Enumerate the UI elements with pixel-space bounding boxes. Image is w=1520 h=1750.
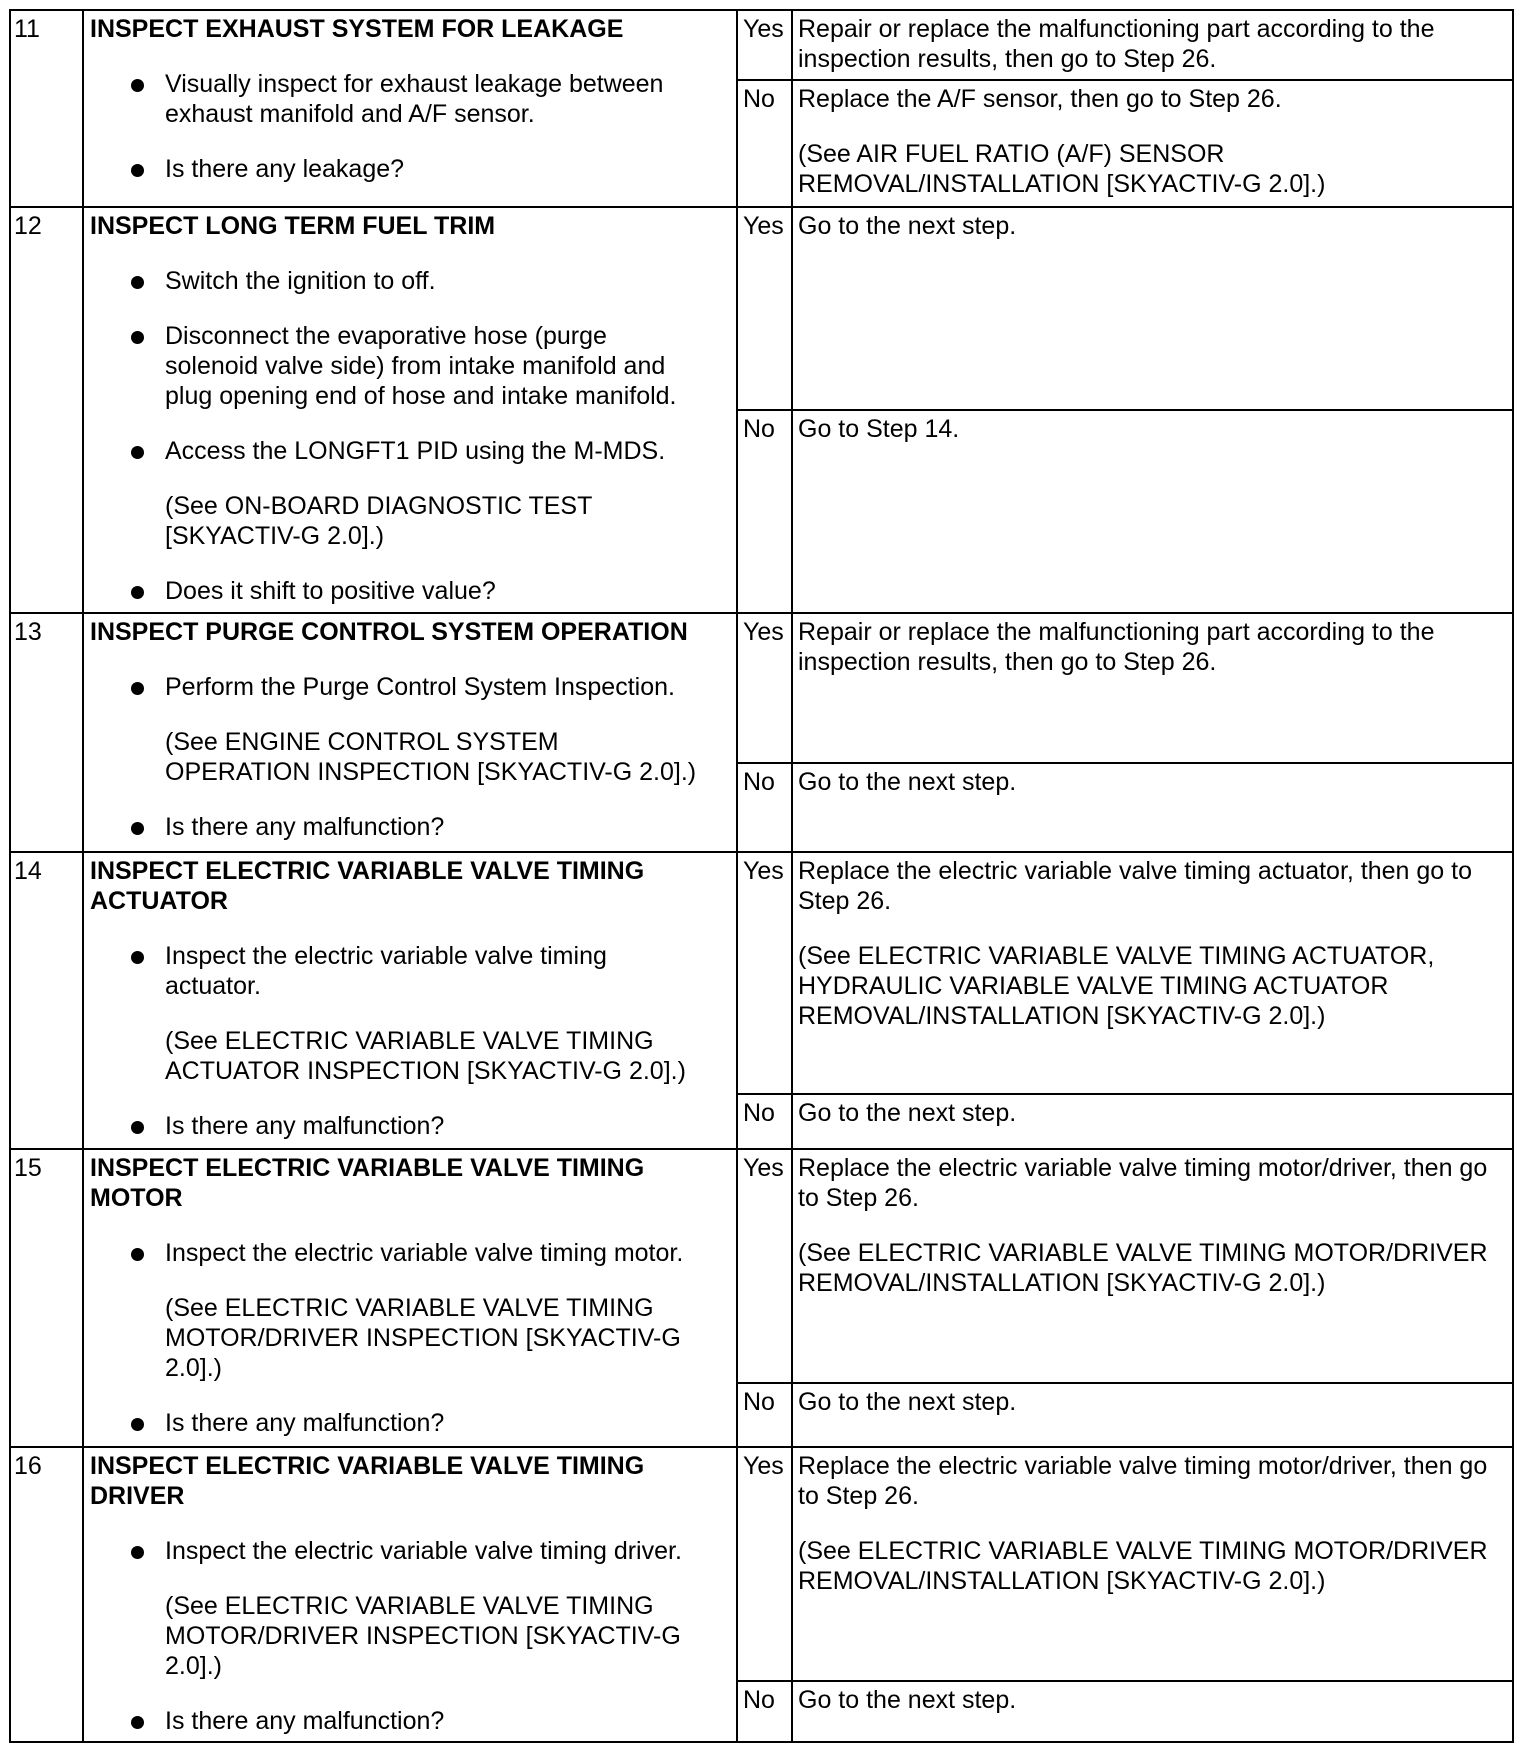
bullet-icon bbox=[131, 1546, 144, 1559]
bullet-icon bbox=[131, 682, 144, 695]
no-label-cell bbox=[738, 1682, 791, 1741]
bullet-text: Visually inspect for exhaust leakage between exhaust manifold and A/F sensor. bbox=[165, 70, 664, 128]
inspection-cell bbox=[84, 1448, 736, 1741]
bullet-icon bbox=[131, 586, 144, 599]
step-title: INSPECT LONG TERM FUEL TRIM bbox=[90, 212, 496, 240]
yes-label: Yes bbox=[743, 1452, 784, 1480]
no-label-cell bbox=[738, 411, 791, 612]
yes-label: Yes bbox=[743, 618, 784, 646]
inspection-cell bbox=[84, 614, 736, 851]
no-label-cell bbox=[738, 1384, 791, 1446]
bullet-icon bbox=[131, 1248, 144, 1261]
no-action-cell bbox=[793, 81, 1512, 206]
yes-action-cell bbox=[793, 1448, 1512, 1680]
bullet-icon bbox=[131, 1418, 144, 1431]
bullet-text: Is there any malfunction? bbox=[165, 1409, 445, 1437]
bullet-item bbox=[165, 941, 732, 1001]
yes-label: Yes bbox=[743, 857, 784, 885]
bullet-text: Inspect the electric variable valve timing driver. bbox=[165, 1537, 682, 1565]
yes-label-cell bbox=[738, 614, 791, 762]
step-number-cell bbox=[11, 853, 82, 1148]
bullet-icon bbox=[131, 446, 144, 459]
bullet-item bbox=[165, 1111, 732, 1141]
step-number: 16 bbox=[14, 1452, 42, 1480]
action-text: Repair or replace the malfunctioning part according to the inspection results, then go to Step 26. bbox=[798, 15, 1435, 73]
yes-label: Yes bbox=[743, 212, 784, 240]
reference-note bbox=[165, 1026, 732, 1086]
no-action-cell bbox=[793, 411, 1512, 612]
yes-label-cell bbox=[738, 853, 791, 1093]
step-title: INSPECT ELECTRIC VARIABLE VALVE TIMING MOTOR bbox=[90, 1154, 645, 1212]
action-text: Go to the next step. bbox=[798, 212, 1017, 240]
inspection-cell bbox=[84, 208, 736, 612]
bullet-text: Inspect the electric variable valve timing motor. bbox=[165, 1239, 684, 1267]
no-action-cell bbox=[793, 764, 1512, 851]
action-text: Go to the next step. bbox=[798, 1099, 1017, 1127]
bullet-icon bbox=[131, 331, 144, 344]
bullet-item bbox=[165, 321, 732, 411]
action-text: Replace the A/F sensor, then go to Step 26. bbox=[798, 85, 1282, 113]
yes-label-cell bbox=[738, 208, 791, 409]
step-number-cell bbox=[11, 614, 82, 851]
step-number: 11 bbox=[14, 15, 40, 43]
step-number: 13 bbox=[14, 618, 42, 646]
action-text: Replace the electric variable valve timing actuator, then go to Step 26. bbox=[798, 857, 1472, 915]
diagnostic-procedure-table bbox=[9, 9, 1514, 1743]
no-label: No bbox=[743, 1388, 775, 1416]
reference-note: (See ELECTRIC VARIABLE VALVE TIMING ACTUATOR, HYDRAULIC VARIABLE VALVE TIMING ACTUATOR REMOVAL/INSTALLATION [SKYACTIV-G 2.0].) bbox=[798, 942, 1435, 1030]
step-title: INSPECT ELECTRIC VARIABLE VALVE TIMING ACTUATOR bbox=[90, 857, 645, 915]
no-action-cell bbox=[793, 1095, 1512, 1148]
inspection-cell bbox=[84, 1150, 736, 1446]
yes-action-cell bbox=[793, 11, 1512, 79]
bullet-item bbox=[165, 69, 732, 129]
bullet-icon bbox=[131, 822, 144, 835]
action-text: Go to the next step. bbox=[798, 768, 1017, 796]
yes-action-cell bbox=[793, 614, 1512, 762]
bullet-item bbox=[165, 1706, 732, 1736]
bullet-icon bbox=[131, 1716, 144, 1729]
bullet-icon bbox=[131, 79, 144, 92]
yes-action-cell bbox=[793, 1150, 1512, 1382]
bullet-item bbox=[165, 154, 732, 184]
no-label: No bbox=[743, 85, 775, 113]
reference-note-text: (See ELECTRIC VARIABLE VALVE TIMING MOTOR/DRIVER INSPECTION [SKYACTIV-G 2.0].) bbox=[165, 1592, 681, 1680]
no-label-cell bbox=[738, 1095, 791, 1148]
no-label-cell bbox=[738, 81, 791, 206]
yes-label: Yes bbox=[743, 1154, 784, 1182]
no-label: No bbox=[743, 768, 775, 796]
bullet-icon bbox=[131, 276, 144, 289]
bullet-icon bbox=[131, 1121, 144, 1134]
action-text: Replace the electric variable valve timing motor/driver, then go to Step 26. bbox=[798, 1154, 1488, 1212]
reference-note-text: (See ELECTRIC VARIABLE VALVE TIMING MOTOR/DRIVER INSPECTION [SKYACTIV-G 2.0].) bbox=[165, 1294, 681, 1382]
step-number-cell bbox=[11, 1150, 82, 1446]
bullet-text: Perform the Purge Control System Inspection. bbox=[165, 673, 675, 701]
action-text: Repair or replace the malfunctioning part according to the inspection results, then go to Step 26. bbox=[798, 618, 1435, 676]
yes-label: Yes bbox=[743, 15, 784, 43]
step-number: 14 bbox=[14, 857, 42, 885]
bullet-text: Does it shift to positive value? bbox=[165, 577, 496, 605]
bullet-text: Is there any malfunction? bbox=[165, 1707, 445, 1735]
reference-note bbox=[165, 1293, 732, 1383]
reference-note: (See ELECTRIC VARIABLE VALVE TIMING MOTOR/DRIVER REMOVAL/INSTALLATION [SKYACTIV-G 2.0].) bbox=[798, 1537, 1488, 1595]
yes-label-cell bbox=[738, 1448, 791, 1680]
yes-action-cell bbox=[793, 208, 1512, 409]
inspection-cell bbox=[84, 853, 736, 1148]
no-action-cell bbox=[793, 1384, 1512, 1446]
yes-action-cell bbox=[793, 853, 1512, 1093]
reference-note-text: (See ELECTRIC VARIABLE VALVE TIMING ACTUATOR INSPECTION [SKYACTIV-G 2.0].) bbox=[165, 1027, 686, 1085]
reference-note: (See AIR FUEL RATIO (A/F) SENSOR REMOVAL/INSTALLATION [SKYACTIV-G 2.0].) bbox=[798, 140, 1326, 198]
bullet-text: Disconnect the evaporative hose (purge solenoid valve side) from intake manifold and plug opening end of hose and intake manifold. bbox=[165, 322, 677, 410]
bullet-icon bbox=[131, 951, 144, 964]
reference-note-text: (See ENGINE CONTROL SYSTEM OPERATION INSPECTION [SKYACTIV-G 2.0].) bbox=[165, 728, 697, 786]
step-title: INSPECT EXHAUST SYSTEM FOR LEAKAGE bbox=[90, 15, 624, 43]
yes-label-cell bbox=[738, 1150, 791, 1382]
step-number-cell bbox=[11, 208, 82, 612]
yes-label-cell bbox=[738, 11, 791, 79]
step-title: INSPECT PURGE CONTROL SYSTEM OPERATION bbox=[90, 618, 688, 646]
bullet-text: Access the LONGFT1 PID using the M-MDS. bbox=[165, 437, 666, 465]
bullet-item bbox=[165, 266, 732, 296]
reference-note-text: (See ON-BOARD DIAGNOSTIC TEST [SKYACTIV-G 2.0].) bbox=[165, 492, 593, 550]
bullet-text: Is there any malfunction? bbox=[165, 1112, 445, 1140]
step-number: 15 bbox=[14, 1154, 42, 1182]
bullet-text: Inspect the electric variable valve timing actuator. bbox=[165, 942, 607, 1000]
bullet-item bbox=[165, 576, 732, 606]
no-action-cell bbox=[793, 1682, 1512, 1741]
step-number: 12 bbox=[14, 212, 42, 240]
bullet-text: Switch the ignition to off. bbox=[165, 267, 436, 295]
no-label-cell bbox=[738, 764, 791, 851]
step-title: INSPECT ELECTRIC VARIABLE VALVE TIMING DRIVER bbox=[90, 1452, 645, 1510]
bullet-item bbox=[165, 1238, 732, 1268]
inspection-cell bbox=[84, 11, 736, 206]
reference-note bbox=[165, 727, 732, 787]
bullet-item bbox=[165, 812, 732, 842]
action-text: Go to Step 14. bbox=[798, 415, 960, 443]
reference-note bbox=[165, 491, 732, 551]
bullet-item bbox=[165, 1536, 732, 1566]
bullet-item bbox=[165, 672, 732, 702]
step-number-cell bbox=[11, 11, 82, 206]
bullet-icon bbox=[131, 164, 144, 177]
bullet-text: Is there any leakage? bbox=[165, 155, 405, 183]
bullet-item bbox=[165, 1408, 732, 1438]
reference-note: (See ELECTRIC VARIABLE VALVE TIMING MOTOR/DRIVER REMOVAL/INSTALLATION [SKYACTIV-G 2.0].) bbox=[798, 1239, 1488, 1297]
bullet-text: Is there any malfunction? bbox=[165, 813, 445, 841]
bullet-item bbox=[165, 436, 732, 466]
action-text: Replace the electric variable valve timing motor/driver, then go to Step 26. bbox=[798, 1452, 1488, 1510]
step-number-cell bbox=[11, 1448, 82, 1741]
action-text: Go to the next step. bbox=[798, 1388, 1017, 1416]
no-label: No bbox=[743, 1686, 775, 1714]
reference-note bbox=[165, 1591, 732, 1681]
action-text: Go to the next step. bbox=[798, 1686, 1017, 1714]
no-label: No bbox=[743, 415, 775, 443]
no-label: No bbox=[743, 1099, 775, 1127]
